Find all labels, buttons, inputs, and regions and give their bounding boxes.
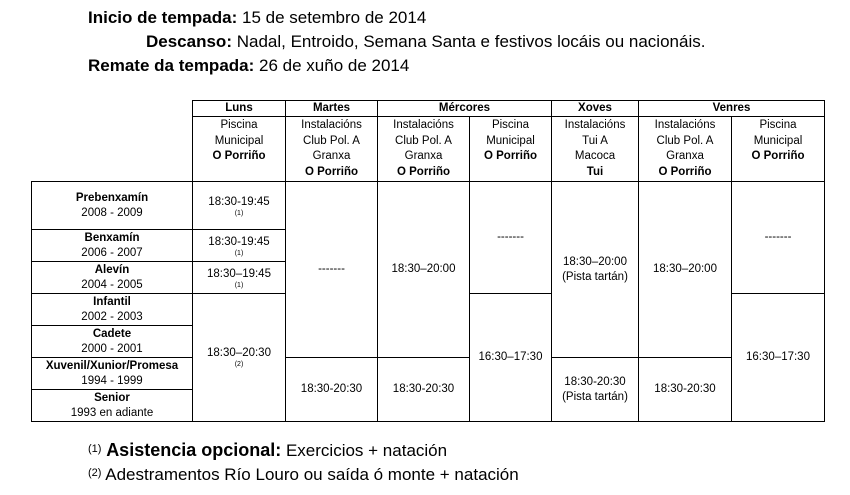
mercores-club-top-time: 18:30–20:00 xyxy=(378,182,470,358)
footnote-1-mark: (1) xyxy=(88,443,102,455)
venue-martes: Instalacións Club Pol. A Granxa O Porriño xyxy=(286,117,378,182)
venres-piscina-bottom-time: 16:30–17:30 xyxy=(732,294,825,422)
season-break xyxy=(146,32,705,52)
season-end-label: Remate da tempada: xyxy=(88,56,255,75)
xoves-top-time: 18:30–20:00 (Pista tartán) xyxy=(552,182,639,358)
season-break-label: Descanso: xyxy=(146,32,232,51)
venue-luns: Piscina Municipal O Porriño xyxy=(193,117,286,182)
venue-mercores-piscina: Piscina Municipal O Porriño xyxy=(470,117,552,182)
footnote-1-label: Asistencia opcional: xyxy=(106,440,282,460)
day-xoves: Xoves xyxy=(552,101,639,117)
day-venres: Venres xyxy=(639,101,825,117)
luns-prebenxamin-time: 18:30-19:45 (1) xyxy=(193,182,286,230)
venue-xoves: Instalacións Tui A Macoca Tui xyxy=(552,117,639,182)
venue-venres-piscina: Piscina Municipal O Porriño xyxy=(732,117,825,182)
venres-club-top-time: 18:30–20:00 xyxy=(639,182,732,358)
martes-bottom-time: 18:30-20:30 xyxy=(286,358,378,422)
category-prebenxamin: Prebenxamín 2008 - 2009 xyxy=(32,182,193,230)
luns-benxamin-time: 18:30-19:45 (1) xyxy=(193,230,286,262)
season-break-value: Nadal, Entroido, Semana Santa e festivos locáis ou nacionáis. xyxy=(236,32,706,51)
season-start xyxy=(88,8,426,28)
luns-alevin-time: 18:30–19:45 (1) xyxy=(193,262,286,294)
table-row xyxy=(32,358,825,390)
martes-top-time: ------- xyxy=(286,182,378,358)
category-senior: Senior 1993 en adiante xyxy=(32,390,193,422)
category-xuvenil: Xuvenil/Xunior/Promesa 1994 - 1999 xyxy=(32,358,193,390)
venue-mercores-club: Instalacións Club Pol. A Granxa O Porriño xyxy=(378,117,470,182)
footnote-2-mark: (2) xyxy=(88,467,102,479)
mercores-club-bottom-time: 18:30-20:30 xyxy=(378,358,470,422)
xoves-bottom-time: 18:30-20:30 (Pista tartán) xyxy=(552,358,639,422)
mercores-piscina-top-time: ------- xyxy=(470,182,552,294)
table-row xyxy=(32,182,825,230)
season-start-value: 15 de setembro de 2014 xyxy=(241,8,427,27)
category-infantil: Infantil 2002 - 2003 xyxy=(32,294,193,326)
category-cadete: Cadete 2000 - 2001 xyxy=(32,326,193,358)
days-row xyxy=(32,101,825,117)
season-start-label: Inicio de tempada: xyxy=(88,8,238,27)
venues-row xyxy=(32,117,825,182)
venres-piscina-top-time: ------- xyxy=(732,182,825,294)
luns-older-time: 18:30–20:30 (2) xyxy=(193,294,286,422)
footnote-1 xyxy=(88,440,447,461)
day-luns: Luns xyxy=(193,101,286,117)
venres-club-bottom-time: 18:30-20:30 xyxy=(639,358,732,422)
day-mercores: Mércores xyxy=(378,101,552,117)
footnote-1-text: Exercicios + natación xyxy=(285,441,448,460)
schedule-table xyxy=(31,100,825,422)
day-martes: Martes xyxy=(286,101,378,117)
mercores-piscina-bottom-time: 16:30–17:30 xyxy=(470,294,552,422)
category-alevin: Alevín 2004 - 2005 xyxy=(32,262,193,294)
season-end xyxy=(88,56,409,76)
category-benxamin: Benxamín 2006 - 2007 xyxy=(32,230,193,262)
footnote-2-text: Adestramentos Río Louro ou saída ó monte + natación xyxy=(105,465,519,484)
season-end-value: 26 de xuño de 2014 xyxy=(259,56,410,75)
venue-venres-club: Instalacións Club Pol. A Granxa O Porriño xyxy=(639,117,732,182)
footnote-2 xyxy=(88,465,519,485)
